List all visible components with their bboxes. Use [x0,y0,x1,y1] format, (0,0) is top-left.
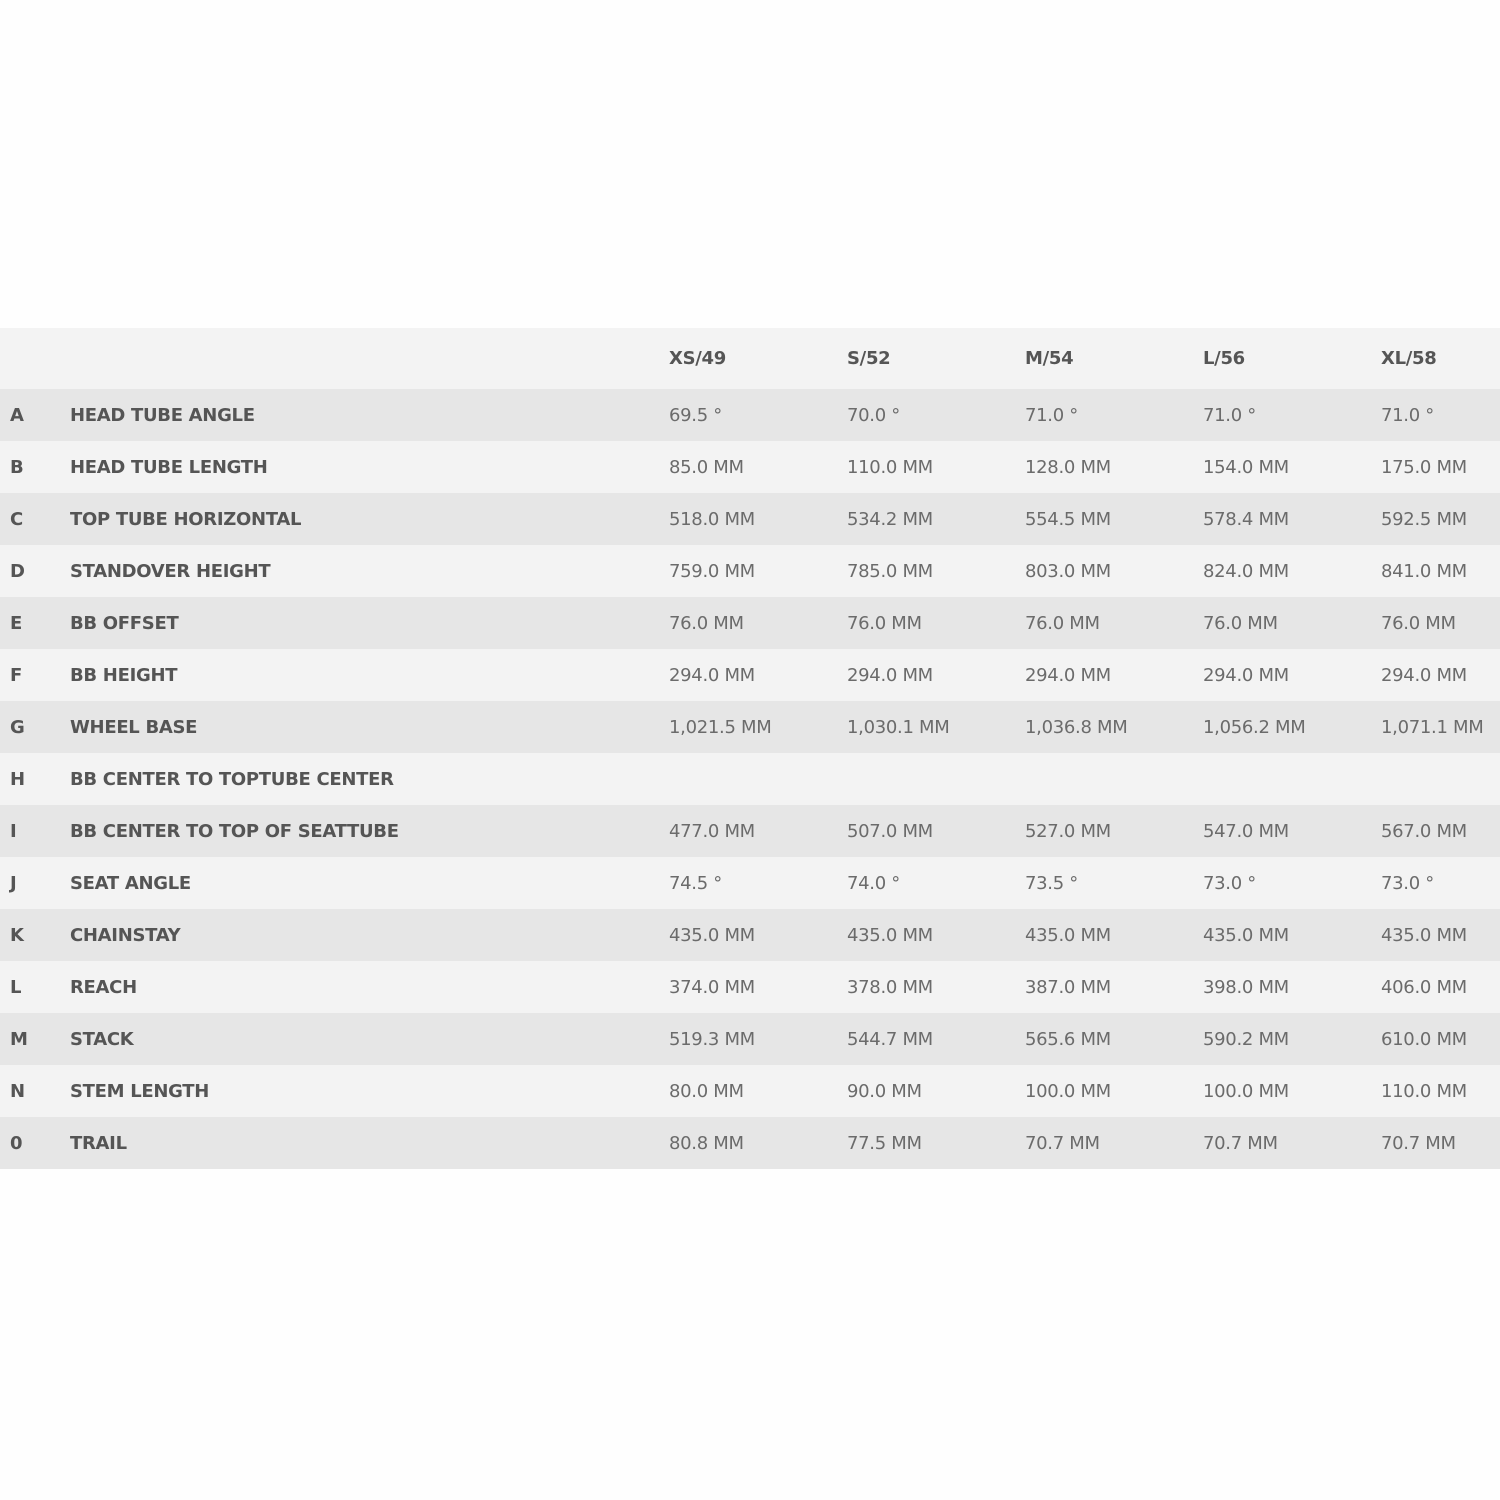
row-label: REACH [70,976,137,998]
table-cell: 435.0 MM [847,924,933,946]
row-label: HEAD TUBE LENGTH [70,456,268,478]
table-cell: 1,036.8 MM [1025,716,1128,738]
table-cell: 544.7 MM [847,1028,933,1050]
row-label: TRAIL [70,1132,127,1154]
table-cell: 73.0 ° [1203,872,1256,894]
table-cell: 154.0 MM [1203,456,1289,478]
table-cell: 1,071.1 MM [1381,716,1484,738]
row-label: BB CENTER TO TOPTUBE CENTER [70,768,394,790]
table-cell: 759.0 MM [669,560,755,582]
table-row [0,597,1500,649]
table-row [0,961,1500,1013]
row-letter: H [10,768,25,790]
row-label: SEAT ANGLE [70,872,191,894]
size-header-l: L/56 [1203,348,1245,369]
row-label: STACK [70,1028,134,1050]
table-cell: 77.5 MM [847,1132,922,1154]
table-cell: 554.5 MM [1025,508,1111,530]
row-letter: K [10,924,24,946]
geometry-table [0,328,1500,1169]
table-cell: 294.0 MM [1381,664,1467,686]
table-cell: 518.0 MM [669,508,755,530]
row-letter: L [10,976,22,998]
table-cell: 824.0 MM [1203,560,1289,582]
table-row [0,493,1500,545]
row-label: CHAINSTAY [70,924,181,946]
row-label: STANDOVER HEIGHT [70,560,271,582]
table-row [0,545,1500,597]
row-letter: C [10,508,23,530]
size-header-xl: XL/58 [1381,348,1437,369]
table-row [0,389,1500,441]
table-cell: 387.0 MM [1025,976,1111,998]
table-cell: 73.0 ° [1381,872,1434,894]
table-cell: 547.0 MM [1203,820,1289,842]
table-cell: 71.0 ° [1025,404,1078,426]
table-cell: 406.0 MM [1381,976,1467,998]
row-letter: A [10,404,24,426]
table-cell: 435.0 MM [1381,924,1467,946]
table-cell: 374.0 MM [669,976,755,998]
table-cell: 592.5 MM [1381,508,1467,530]
row-letter: G [10,716,25,738]
table-row [0,1117,1500,1169]
table-cell: 74.0 ° [847,872,900,894]
table-cell: 110.0 MM [1381,1080,1467,1102]
row-label: BB CENTER TO TOP OF SEATTUBE [70,820,399,842]
table-row [0,441,1500,493]
table-cell: 80.8 MM [669,1132,744,1154]
table-cell: 71.0 ° [1203,404,1256,426]
size-header-m: M/54 [1025,348,1074,369]
table-cell: 785.0 MM [847,560,933,582]
table-cell: 578.4 MM [1203,508,1289,530]
table-cell: 100.0 MM [1025,1080,1111,1102]
table-cell: 435.0 MM [1203,924,1289,946]
table-cell: 841.0 MM [1381,560,1467,582]
table-cell: 534.2 MM [847,508,933,530]
table-cell: 507.0 MM [847,820,933,842]
table-cell: 70.7 MM [1381,1132,1456,1154]
row-letter: J [10,872,17,894]
table-row [0,701,1500,753]
row-letter: D [10,560,25,582]
table-row [0,1013,1500,1065]
table-cell: 74.5 ° [669,872,722,894]
table-cell: 76.0 MM [1381,612,1456,634]
row-label: TOP TUBE HORIZONTAL [70,508,302,530]
table-cell: 76.0 MM [669,612,744,634]
table-cell: 70.7 MM [1025,1132,1100,1154]
table-cell: 71.0 ° [1381,404,1434,426]
table-cell: 610.0 MM [1381,1028,1467,1050]
row-letter: 0 [10,1132,23,1154]
row-letter: E [10,612,22,634]
table-cell: 69.5 ° [669,404,722,426]
row-letter: F [10,664,22,686]
table-cell: 294.0 MM [669,664,755,686]
table-cell: 435.0 MM [669,924,755,946]
table-header-row [0,328,1500,389]
table-cell: 1,021.5 MM [669,716,772,738]
table-cell: 567.0 MM [1381,820,1467,842]
row-label: WHEEL BASE [70,716,198,738]
size-header-s: S/52 [847,348,891,369]
table-cell: 100.0 MM [1203,1080,1289,1102]
table-cell: 294.0 MM [1203,664,1289,686]
row-letter: M [10,1028,28,1050]
table-row [0,753,1500,805]
table-cell: 565.6 MM [1025,1028,1111,1050]
table-cell: 80.0 MM [669,1080,744,1102]
table-cell: 803.0 MM [1025,560,1111,582]
table-cell: 527.0 MM [1025,820,1111,842]
table-body [0,389,1500,1169]
table-row [0,805,1500,857]
table-cell: 477.0 MM [669,820,755,842]
table-cell: 519.3 MM [669,1028,755,1050]
table-cell: 1,030.1 MM [847,716,950,738]
table-cell: 294.0 MM [847,664,933,686]
table-cell: 294.0 MM [1025,664,1111,686]
table-cell: 128.0 MM [1025,456,1111,478]
table-row [0,1065,1500,1117]
row-letter: I [10,820,17,842]
table-cell: 398.0 MM [1203,976,1289,998]
table-cell: 70.7 MM [1203,1132,1278,1154]
row-letter: N [10,1080,25,1102]
table-cell: 110.0 MM [847,456,933,478]
row-label: BB OFFSET [70,612,179,634]
row-letter: B [10,456,24,478]
table-cell: 90.0 MM [847,1080,922,1102]
row-label: BB HEIGHT [70,664,178,686]
table-cell: 73.5 ° [1025,872,1078,894]
table-row [0,649,1500,701]
row-label: HEAD TUBE ANGLE [70,404,255,426]
table-cell: 76.0 MM [1025,612,1100,634]
table-cell: 175.0 MM [1381,456,1467,478]
table-row [0,909,1500,961]
table-cell: 76.0 MM [847,612,922,634]
table-cell: 590.2 MM [1203,1028,1289,1050]
table-cell: 1,056.2 MM [1203,716,1306,738]
table-cell: 85.0 MM [669,456,744,478]
row-label: STEM LENGTH [70,1080,210,1102]
size-header-xs: XS/49 [669,348,726,369]
table-cell: 435.0 MM [1025,924,1111,946]
table-cell: 76.0 MM [1203,612,1278,634]
table-cell: 378.0 MM [847,976,933,998]
table-row [0,857,1500,909]
table-cell: 70.0 ° [847,404,900,426]
